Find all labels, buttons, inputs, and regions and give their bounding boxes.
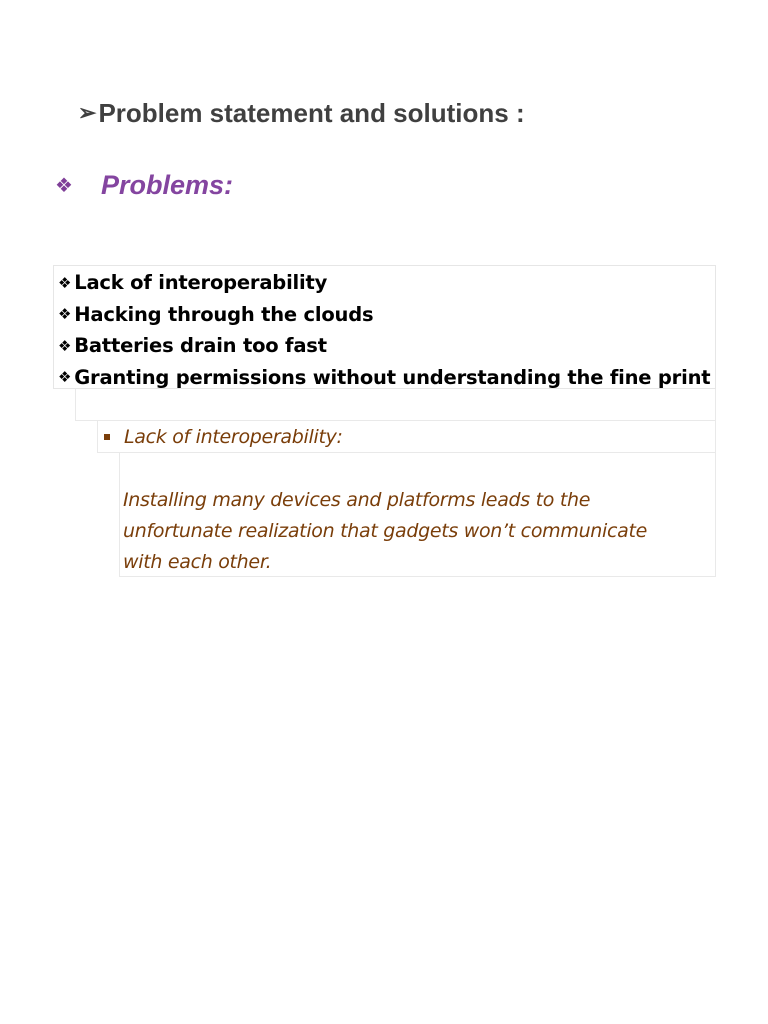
diamond-bullet-icon: ❖ bbox=[58, 305, 72, 324]
problem-item bbox=[58, 299, 715, 331]
problem-item-text: Hacking through the clouds bbox=[74, 302, 374, 326]
description-line: unfortunate realization that gadgets won’t communicate bbox=[123, 520, 648, 542]
page-heading-text: Problem statement and solutions : bbox=[98, 97, 525, 128]
section-heading bbox=[55, 166, 233, 204]
problem-item bbox=[58, 330, 715, 362]
description-line: Installing many devices and platforms leads to the bbox=[123, 489, 591, 511]
problem-item-text: Batteries drain too fast bbox=[74, 334, 327, 358]
problems-list bbox=[53, 265, 716, 389]
arrow-bullet-icon: ➢ bbox=[78, 100, 97, 125]
problem-item-text: Granting permissions without understanding the fine print bbox=[74, 365, 711, 389]
problem-item-text: Lack of interoperability bbox=[74, 271, 328, 295]
diamond-bullet-icon: ❖ bbox=[58, 273, 72, 292]
square-bullet-icon bbox=[104, 434, 110, 440]
detail-description bbox=[119, 453, 716, 577]
diamond-bullet-icon: ❖ bbox=[55, 174, 73, 197]
detail-title-row bbox=[97, 421, 716, 453]
diamond-bullet-icon: ❖ bbox=[58, 368, 72, 387]
detail-title: Lack of interoperability: bbox=[124, 425, 343, 448]
problem-item bbox=[58, 267, 715, 299]
description-line: with each other. bbox=[123, 551, 272, 573]
table-row-spacer bbox=[75, 389, 716, 421]
diamond-bullet-icon: ❖ bbox=[58, 336, 72, 355]
section-heading-text: Problems: bbox=[101, 169, 234, 200]
page-heading bbox=[78, 95, 525, 131]
